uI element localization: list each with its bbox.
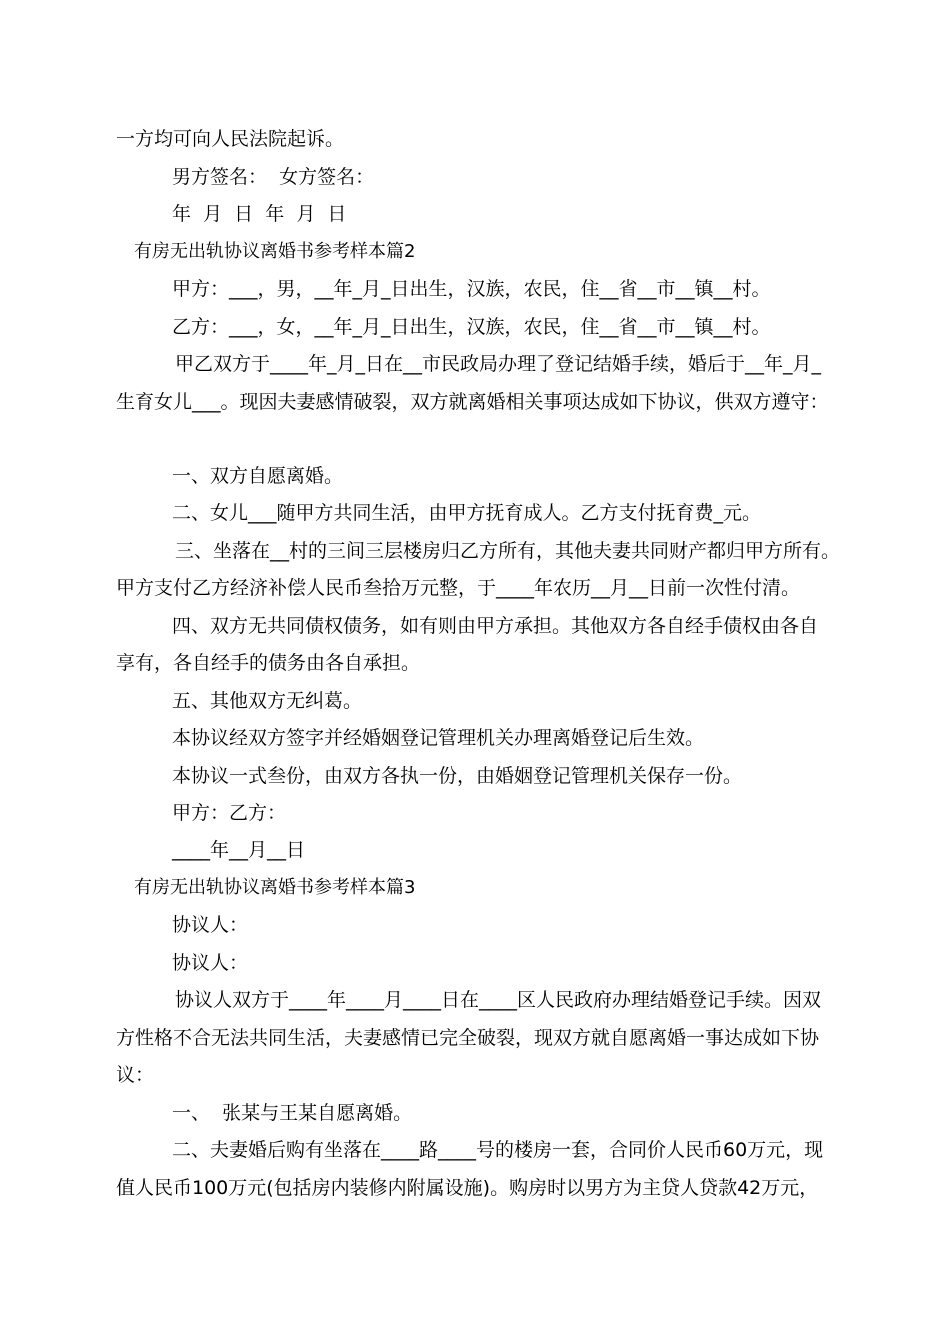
party-b-line: 乙方：___，女，__年_月_日出生，汉族，农民，住__省__市__镇__村。 (172, 316, 771, 338)
clause-line: 一、双方自愿离婚。 (172, 465, 344, 487)
paragraph-line: 协议人双方于____年____月____日在____区人民政府办理结婚登记手续。因双 (175, 989, 822, 1011)
paragraph-line: 甲乙双方于____年_月_日在__市民政局办理了登记结婚手续，婚后于__年_月_ (175, 353, 822, 375)
clause-line: 一、 张某与王某自愿离婚。 (172, 1102, 413, 1124)
paragraph-line: 本协议一式叁份，由双方各执一份，由婚姻登记管理机关保存一份。 (172, 765, 743, 787)
date-line: ____年__月__日 (172, 839, 306, 861)
paragraph-line: 本协议经双方签字并经婚姻登记管理机关办理离婚登记后生效。 (172, 727, 705, 749)
clause-line: 享有，各自经手的债务由各自承担。 (116, 652, 421, 674)
clause-line: 三、坐落在__村的三间三层楼房归乙方所有，其他夫妻共同财产都归甲方所有。 (175, 540, 841, 562)
clause-line: 四、双方无共同债权债务，如有则由甲方承担。其他双方各自经手债权由各自 (172, 615, 819, 637)
section-heading: 有房无出轨协议离婚书参考样本篇3 (134, 877, 416, 898)
paragraph-line: 生育女儿___。现因夫妻感情破裂，双方就离婚相关事项达成如下协议，供双方遵守： (116, 391, 829, 413)
clause-line: 甲方支付乙方经济补偿人民币叁拾万元整，于____年农历__月__日前一次性付清。 (116, 577, 801, 599)
paragraph-line: 议： (116, 1064, 155, 1086)
clause-line: 二、夫妻婚后购有坐落在____路____号的楼房一套，合同价人民币60万元，现 (172, 1139, 824, 1161)
clause-line: 五、其他双方无纠葛。 (172, 690, 363, 712)
party-line: 协议人： (172, 914, 249, 936)
date-line: 年 月 日 年 月 日 (172, 203, 347, 225)
paragraph-line: 一方均可向人民法院起诉。 (116, 128, 345, 150)
paragraph-line: 方性格不合无法共同生活，夫妻感情已完全破裂，现双方就自愿离婚一事达成如下协 (116, 1027, 820, 1049)
clause-line: 二、女儿___随甲方共同生活，由甲方抚育成人。乙方支付抚育费_元。 (172, 502, 762, 524)
signature-line: 甲方：乙方： (172, 802, 287, 824)
clause-line: 值人民币100万元(包括房内装修内附属设施)。购房时以男方为主贷人贷款42万元， (116, 1177, 819, 1199)
party-line: 协议人： (172, 952, 249, 974)
signature-line: 男方签名： 女方签名： (172, 166, 375, 188)
party-a-line: 甲方：___，男，__年_月_日出生，汉族，农民，住__省__市__镇__村。 (172, 278, 771, 300)
section-heading: 有房无出轨协议离婚书参考样本篇2 (134, 241, 416, 262)
